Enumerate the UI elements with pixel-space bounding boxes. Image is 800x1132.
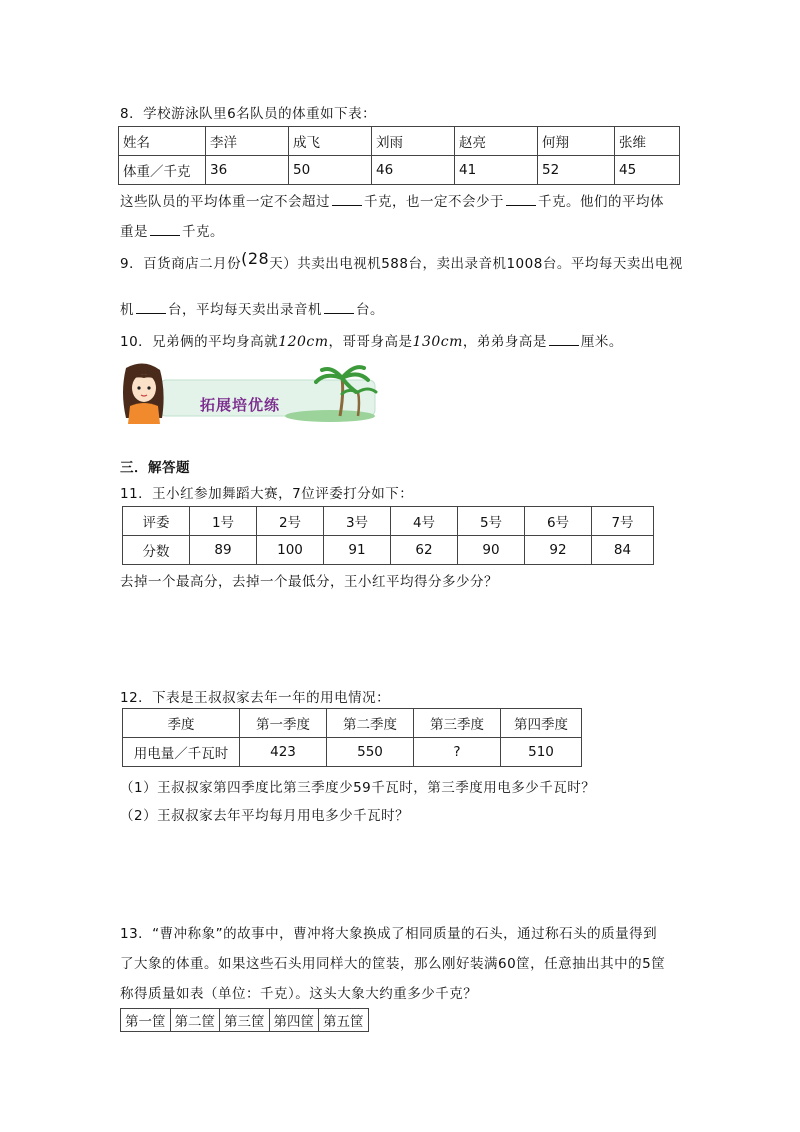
table-cell: 分数 [123,536,190,565]
q13-line3: 称得质量如表（单位：千克）。这头大象大约重多少千克？ [120,986,478,1002]
q12-prompt: 12．下表是王叔叔家去年一年的用电情况： [120,690,391,706]
q13-table [120,1008,369,1032]
table-cell: 季度 [123,709,240,738]
table-row [121,1009,369,1032]
table-row [123,738,582,767]
table-cell: 46 [372,156,455,185]
q8-text1c: 千克。他们的平均体 [538,194,664,210]
table-row [119,156,680,185]
table-row [123,536,654,565]
table-cell: 第三季度 [414,709,501,738]
table-cell: 50 [289,156,372,185]
table-cell: 1号 [190,507,257,536]
table-cell: 第二季度 [327,709,414,738]
q8-text-line1 [120,190,664,210]
table-cell: 7号 [592,507,654,536]
table-cell: 52 [538,156,615,185]
answer-blank[interactable] [506,193,536,206]
answer-blank[interactable] [549,333,579,346]
table-cell: 4号 [391,507,458,536]
table-cell: ? [414,738,501,767]
q8-text1a: 这些队员的平均体重一定不会超过 [120,194,330,210]
q12-sub2: （2）王叔叔家去年平均每月用电多少千瓦时？ [120,808,410,824]
table-cell: 张维 [615,127,680,156]
table-cell: 84 [592,536,654,565]
q10-line [120,330,623,350]
table-cell: 李洋 [206,127,289,156]
answer-blank[interactable] [136,301,166,314]
table-cell: 91 [324,536,391,565]
table-cell: 36 [206,156,289,185]
q9-text-c: 机 [120,302,134,318]
q10-value2: 130cm [412,334,463,350]
q13-line2: 了大象的体重。如果这些石头用同样大的筐装，那么刚好装满60筐，任意抽出其中的5筐 [120,956,666,972]
table-cell: 5号 [458,507,525,536]
q10-value1: 120cm [278,334,329,350]
answer-blank[interactable] [324,301,354,314]
q9-text-d: 台，平均每天卖出录音机 [168,302,322,318]
q10-text-d: 厘米。 [580,334,623,350]
table-cell: 6号 [525,507,592,536]
q8-prompt: 8．学校游泳队里6名队员的体重如下表： [120,106,377,122]
table-cell: 92 [525,536,592,565]
table-cell: 第三筐 [220,1009,270,1032]
table-row [123,507,654,536]
q13-line1: 13．“曹冲称象”的故事中，曹冲将大象换成了相同质量的石头，通过称石头的质量得到 [120,926,658,942]
q10-text-c: ，弟弟身高是 [462,334,547,350]
table-cell: 用电量／千瓦时 [123,738,240,767]
q9-line1 [120,249,683,272]
table-cell: 第五筐 [319,1009,369,1032]
table-cell: 第二筐 [170,1009,220,1032]
table-cell: 第四季度 [501,709,582,738]
table-cell: 3号 [324,507,391,536]
girl-avatar [123,363,164,424]
q9-text-a: 9．百货商店二月份 [120,256,242,272]
q8-text2a: 重是 [120,224,148,240]
table-cell: 赵亮 [455,127,538,156]
table-row [123,709,582,738]
q10-text-b: ，哥哥身高是 [328,334,413,350]
table-cell: 何翔 [538,127,615,156]
q11-table [122,506,654,565]
table-cell: 成飞 [289,127,372,156]
q9-text-e: 台。 [356,302,384,318]
section-title: 三．解答题 [120,460,190,476]
banner-label: 拓展培优练 [200,396,281,414]
table-cell: 45 [615,156,680,185]
table-cell: 体重／千克 [119,156,206,185]
table-cell: 62 [391,536,458,565]
q10-text-a: 10．兄弟俩的平均身高就 [120,334,279,350]
table-cell: 423 [240,738,327,767]
table-cell: 刘雨 [372,127,455,156]
table-cell: 第一筐 [121,1009,171,1032]
q11-question: 去掉一个最高分，去掉一个最低分，王小红平均得分多少分？ [120,574,498,590]
q8-table [118,126,680,185]
table-row [119,127,680,156]
table-cell: 姓名 [119,127,206,156]
table-cell: 第四筐 [269,1009,319,1032]
q12-table [122,708,582,767]
q11-prompt: 11．王小红参加舞蹈大赛，7位评委打分如下： [120,486,414,502]
table-cell: 41 [455,156,538,185]
answer-blank[interactable] [150,223,180,236]
extension-banner [120,362,380,424]
q9-text-b: 天）共卖出电视机588台，卖出录音机1008台。平均每天卖出电视 [269,256,683,272]
q9-line2 [120,298,384,318]
q8-text1b: 千克，也一定不会少于 [364,194,504,210]
table-cell: 评委 [123,507,190,536]
table-cell: 550 [327,738,414,767]
q12-sub1: （1）王叔叔家第四季度比第三季度少59千瓦时，第三季度用电多少千瓦时？ [120,780,596,796]
q8-text2b: 千克。 [182,224,224,240]
answer-blank[interactable] [332,193,362,206]
table-cell: 90 [458,536,525,565]
table-cell: 510 [501,738,582,767]
table-cell: 89 [190,536,257,565]
table-cell: 2号 [257,507,324,536]
table-cell: 第一季度 [240,709,327,738]
table-cell: 100 [257,536,324,565]
q9-days: (28 [241,249,270,268]
q8-text-line2 [120,220,224,240]
